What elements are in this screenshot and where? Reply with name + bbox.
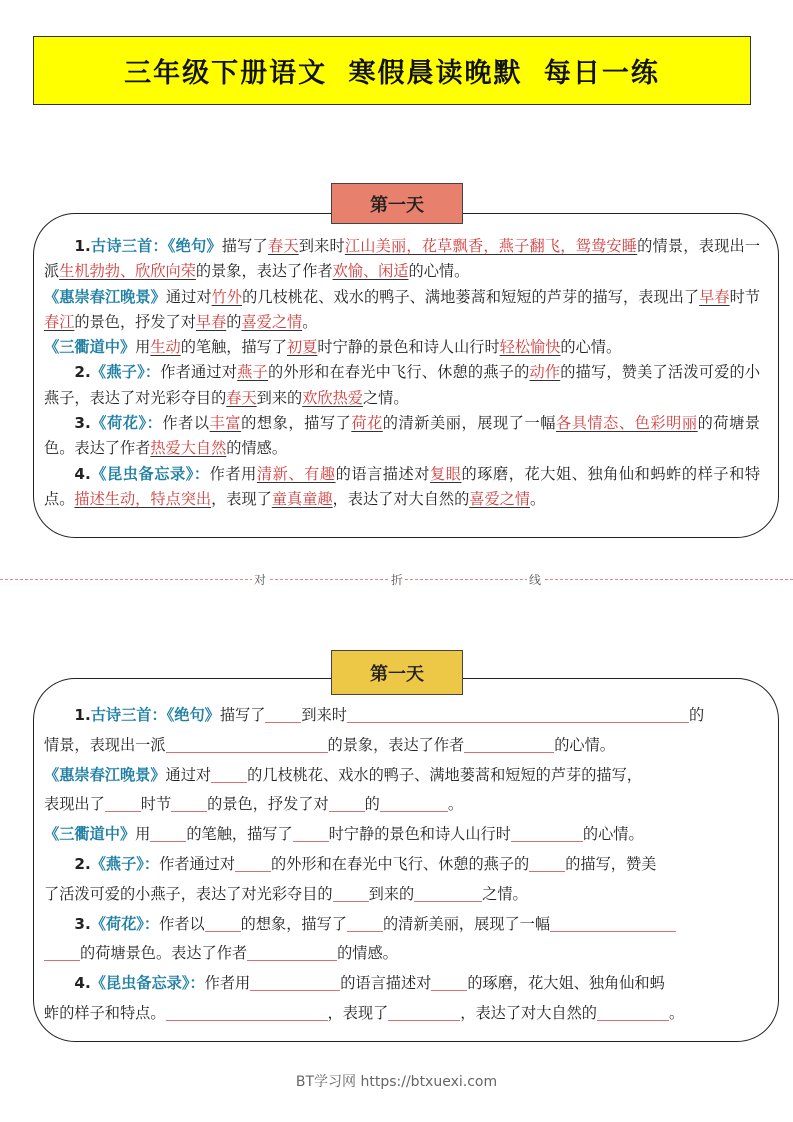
text: 用	[135, 338, 151, 357]
text: ，表现了	[327, 1003, 389, 1022]
text: 的荷塘景色。表达了作者	[44, 414, 761, 458]
text: 的情景，表现出一派	[44, 237, 761, 281]
answer-text: 欢愉、闲适	[332, 262, 409, 281]
title-banner	[33, 36, 751, 105]
fill-blank[interactable]	[205, 914, 241, 932]
answer-card	[33, 213, 779, 538]
item-number: 1.	[74, 237, 91, 255]
text: 描写了	[221, 237, 268, 255]
blank-para-6	[44, 969, 760, 1029]
text: 的	[226, 312, 242, 331]
fill-blank[interactable]	[380, 794, 448, 812]
fill-blank[interactable]	[150, 824, 186, 842]
answer-text: 早春	[195, 312, 227, 331]
text: 之情。	[482, 884, 528, 903]
text: 的荷塘景色。表达了作者	[80, 944, 248, 963]
text: 时节	[140, 795, 172, 814]
item-number: 3.	[74, 914, 91, 933]
text: ，表达了对大自然的	[460, 1003, 597, 1022]
text: 描写了	[219, 706, 266, 724]
fold-label-1: 对	[254, 573, 267, 587]
text: 用	[135, 825, 151, 844]
item-number: 4.	[74, 464, 91, 483]
blank-para-1	[44, 701, 760, 761]
answer-text: 竹外	[211, 287, 243, 306]
text: 的琢磨，花大姐、独角仙和蚂蚱的样子和特点。	[44, 464, 761, 508]
answer-text: 荷花	[351, 414, 383, 433]
text: 作者通过对	[160, 363, 238, 382]
lesson-heading: 《荷花》：	[90, 414, 163, 433]
lesson-heading: 《昆虫备忘录》：	[90, 464, 210, 483]
text: 的清新美丽，展现了一幅	[382, 414, 556, 433]
fill-blank[interactable]	[171, 794, 207, 812]
text: 的情感。	[337, 944, 398, 963]
fill-blank[interactable]	[247, 943, 337, 961]
text: 的描写，赞美	[565, 854, 657, 873]
text: 的心情。	[554, 735, 615, 754]
text: 的外形和在春光中飞行、休憩的燕子的	[267, 363, 530, 382]
text: 到来时	[301, 706, 347, 724]
fill-blank[interactable]	[550, 914, 676, 932]
text: 情景，表现出一派	[44, 735, 166, 754]
text: 到来的	[256, 388, 303, 407]
fold-label-3: 线	[529, 573, 542, 587]
lesson-heading: 《燕子》：	[90, 363, 161, 382]
text: 了活泼可爱的小燕子，表达了对光彩夺目的	[44, 884, 333, 903]
text: 的几枝桃花、戏水的鸭子、满地蒌蒿和短短的芦芽的描写，	[247, 765, 642, 784]
text: 的外形和在春光中飞行、休憩的燕子的	[271, 854, 530, 873]
answer-text: 春江	[44, 312, 75, 331]
blank-card-body	[44, 701, 760, 1029]
item-number: 1.	[74, 706, 91, 724]
answer-para-6	[44, 462, 760, 513]
text: 的景象，表达了作者	[195, 262, 333, 281]
text: 时节	[729, 287, 761, 306]
text: 的几枝桃花、戏水的鸭子、满地蒌蒿和短短的芦芽的描写，表现出了	[242, 287, 700, 306]
footer-watermark: BT学习网 https://btxuexi.com	[295, 1074, 498, 1090]
answer-text: 燕子	[237, 363, 268, 382]
fill-blank[interactable]	[414, 884, 482, 902]
text: 通过对	[165, 287, 212, 306]
day-tag-answer: 第一天	[331, 183, 463, 224]
fill-blank[interactable]	[388, 1003, 460, 1021]
text: 的语言描述对	[340, 974, 432, 993]
answer-text: 喜爱之情	[469, 489, 530, 508]
text: 的想象，描写了	[240, 914, 347, 933]
text: 的琢磨，花大姐、独角仙和蚂	[467, 974, 665, 993]
answer-text: 描述生动，特点突出	[74, 489, 212, 508]
fill-blank[interactable]	[105, 794, 141, 812]
answer-text: 春天	[267, 237, 299, 255]
text: 之情。	[362, 388, 409, 407]
text: ，表现了	[211, 489, 272, 508]
text: 的	[688, 706, 705, 724]
text: 通过对	[165, 765, 212, 784]
fill-blank[interactable]	[166, 735, 328, 753]
text: 作者以	[159, 914, 205, 933]
poem-heading: 古诗三首：《绝句》	[90, 237, 222, 255]
text: 的心情。	[582, 825, 644, 844]
fill-blank[interactable]	[250, 973, 340, 991]
answer-para-2	[44, 285, 760, 336]
fill-blank[interactable]	[431, 973, 467, 991]
lesson-heading: 《荷花》：	[90, 914, 160, 933]
fill-blank[interactable]	[347, 914, 383, 932]
text: 的描写，赞美了活泼可爱的小燕子，表达了对光彩夺目的	[44, 363, 761, 407]
page-title: 三年级下册语文 寒假晨读晚默 每日一练	[124, 58, 660, 89]
answer-text: 复眼	[430, 464, 462, 483]
text: 的	[364, 795, 380, 814]
answer-para-5	[44, 411, 760, 462]
poem-heading: 《三衢道中》	[44, 338, 136, 357]
item-number: 4.	[74, 974, 91, 993]
fill-blank[interactable]	[347, 705, 689, 723]
text: 的景色，抒发了对	[207, 795, 329, 814]
poem-heading: 古诗三首：《绝句》	[90, 706, 220, 724]
answer-para-3	[44, 335, 760, 360]
text: 的心情。	[408, 262, 470, 281]
fill-blank[interactable]	[265, 705, 301, 723]
day-tag-blank: 第一天	[331, 650, 463, 695]
fill-blank[interactable]	[166, 1003, 328, 1021]
fill-blank[interactable]	[464, 735, 554, 753]
fill-blank[interactable]	[235, 854, 271, 872]
answer-text: 生机勃勃、欣欣向荣	[59, 262, 196, 281]
text: 到来时	[298, 237, 345, 255]
lesson-heading: 《燕子》：	[90, 854, 160, 873]
answer-text: 生动	[150, 338, 181, 357]
text: 蚱的样子和特点。	[44, 1003, 166, 1022]
text: ，表达了对大自然的	[332, 489, 470, 508]
answer-para-1	[44, 234, 760, 285]
answer-text: 各具情态、色彩明丽	[555, 414, 698, 433]
text: 表现出了	[44, 795, 105, 814]
text: 作者用	[209, 464, 257, 483]
fill-blank[interactable]	[293, 824, 329, 842]
fill-blank[interactable]	[44, 943, 80, 961]
text: 的语言描述对	[335, 464, 431, 483]
text: 的心情。	[560, 338, 622, 357]
answer-text: 热爱大自然	[150, 439, 227, 458]
poem-heading: 《惠崇春江晚景》	[44, 765, 166, 784]
fill-blank[interactable]	[329, 794, 365, 812]
answer-text: 早春	[699, 287, 730, 306]
fill-blank[interactable]	[597, 1003, 669, 1021]
fill-blank[interactable]	[211, 765, 247, 783]
answer-text: 轻松愉快	[499, 338, 561, 357]
text: 的清新美丽，展现了一幅	[382, 914, 551, 933]
text: 。	[302, 312, 318, 331]
blank-para-4	[44, 850, 760, 910]
item-number: 2.	[74, 854, 91, 873]
answer-text: 清新、有趣	[256, 464, 336, 483]
answer-text: 动作	[529, 363, 561, 382]
text: 。	[447, 795, 463, 814]
answer-text: 初夏	[287, 338, 318, 357]
lesson-heading: 《昆虫备忘录》：	[90, 974, 205, 993]
text: 的笔触，描写了	[180, 338, 287, 357]
answer-card-body	[44, 234, 760, 512]
text: 。	[668, 1003, 685, 1022]
answer-text: 丰富	[209, 414, 242, 433]
answer-text: 欢欣热爱	[302, 388, 363, 407]
blank-card	[33, 678, 779, 1042]
text: 时宁静的景色和诗人山行时	[317, 338, 500, 357]
answer-text: 春天	[226, 388, 257, 407]
fill-blank[interactable]	[511, 824, 583, 842]
text: 的情感。	[226, 439, 287, 458]
blank-para-2	[44, 761, 760, 821]
fill-blank[interactable]	[529, 854, 565, 872]
text: 。	[530, 489, 546, 508]
fill-blank[interactable]	[333, 884, 369, 902]
text: 的想象，描写了	[241, 414, 352, 433]
answer-text: 童真童趣	[271, 489, 333, 508]
answer-para-4	[44, 360, 760, 411]
text: 时宁静的景色和诗人山行时	[328, 825, 511, 844]
text: 的景象，表达了作者	[327, 735, 465, 754]
text: 作者用	[204, 974, 251, 993]
poem-heading: 《惠崇春江晚景》	[44, 287, 166, 306]
poem-heading: 《三衢道中》	[44, 825, 136, 844]
blank-para-5	[44, 910, 760, 970]
text: 作者通过对	[159, 854, 236, 873]
answer-text: 江山美丽，花草飘香，燕子翻飞，鸳鸯安睡	[344, 237, 638, 255]
item-number: 3.	[74, 414, 91, 433]
text: 的笔触，描写了	[186, 825, 293, 844]
answer-text: 喜爱之情	[241, 312, 303, 331]
text: 到来的	[368, 884, 415, 903]
fold-label-2: 折	[391, 573, 404, 587]
text: 的景色，抒发了对	[74, 312, 196, 331]
blank-para-3	[44, 820, 760, 850]
text: 作者以	[162, 414, 210, 433]
item-number: 2.	[74, 363, 91, 382]
